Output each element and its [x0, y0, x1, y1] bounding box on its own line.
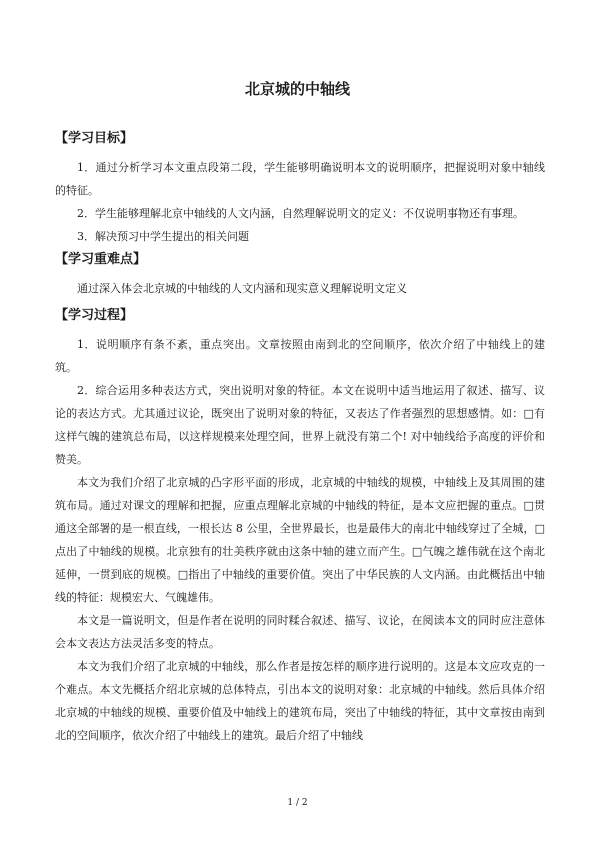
paragraph: 1．通过分析学习本文重点段第二段，学生能够明确说明本文的说明顺序，把握说明对象中轴线的特征。 — [55, 161, 545, 197]
paragraph: 本文为我们介绍了北京城的中轴线，那么作者是按怎样的顺序进行说明的。这是本文应攻克的一个难点。本文先概括介绍北京城的总体特点，引出本文的说明对象：北京城的中轴线。然后具体介绍北京城的中轴线的规模、重要价值及中轴线上的建筑布局，突出了中轴线的特征，其中文章按由南到北的空间顺序，依次介绍了中轴线上的建筑。最后介绍了中轴线 — [55, 660, 545, 742]
section-heading: 【学习目标】 — [55, 131, 134, 146]
paragraph: 2．学生能够理解北京中轴线的人文内涵，自然理解说明文的定义：不仅说明事物还有事理。 — [77, 207, 524, 220]
document-body — [55, 129, 545, 747]
paragraph: 本文为我们介绍了北京城的凸字形平面的形成，北京城的中轴线的规模，中轴线上及其周围的建筑布局。通过对课文的理解和把握，应重点理解北京城的中轴线的特征，是本文应把握的重点。□贯通这全部署的是一根直线，一根长达 8 公里，全世界最长，也是最伟大的南北中轴线穿过了全城，□点出了中轴线的规模。北京独有的壮美秩序就由这条中轴的建立而产生。□气魄之雄伟就在这个南北延伸，一贯到底的规模。□指出了中轴线的重要价值。突出了中华民族的人文内涵。由此概括出中轴线的特征：规模宏大、气魄雄伟。 — [55, 476, 545, 604]
section-heading: 【学习过程】 — [55, 308, 134, 323]
section-heading: 【学习重难点】 — [55, 252, 147, 267]
section-learning-goals — [55, 129, 545, 248]
document-title: 北京城的中轴线 — [244, 80, 350, 98]
section-key-difficulties — [55, 250, 545, 300]
paragraph: 2．综合运用多种表达方式，突出说明对象的特征。本文在说明中适当地运用了叙述、描写、议论的表达方式。尤其通过议论，既突出了说明对象的特征，又表达了作者强烈的思想感情。如：□有这样气魄的建筑总布局，以这样规模来处理空间，世界上就没有第二个! 对中轴线给予高度的评价和赞美。 — [55, 384, 545, 466]
paragraph: 本文是一篇说明文，但是作者在说明的同时糅合叙述、描写、议论，在阅读本文的同时应注意体会本文表达方法灵活多变的特点。 — [55, 614, 545, 650]
section-learning-process — [55, 306, 545, 747]
paragraph: 通过深入体会北京城的中轴线的人文内涵和现实意义理解说明文定义 — [77, 282, 407, 295]
paragraph: 3．解决预习中学生提出的相关问题 — [77, 230, 249, 243]
paragraph: 1．说明顺序有条不紊，重点突出。文章按照由南到北的空间顺序，依次介绍了中轴线上的建筑。 — [55, 338, 545, 374]
page-number: 1 / 2 — [287, 798, 308, 808]
